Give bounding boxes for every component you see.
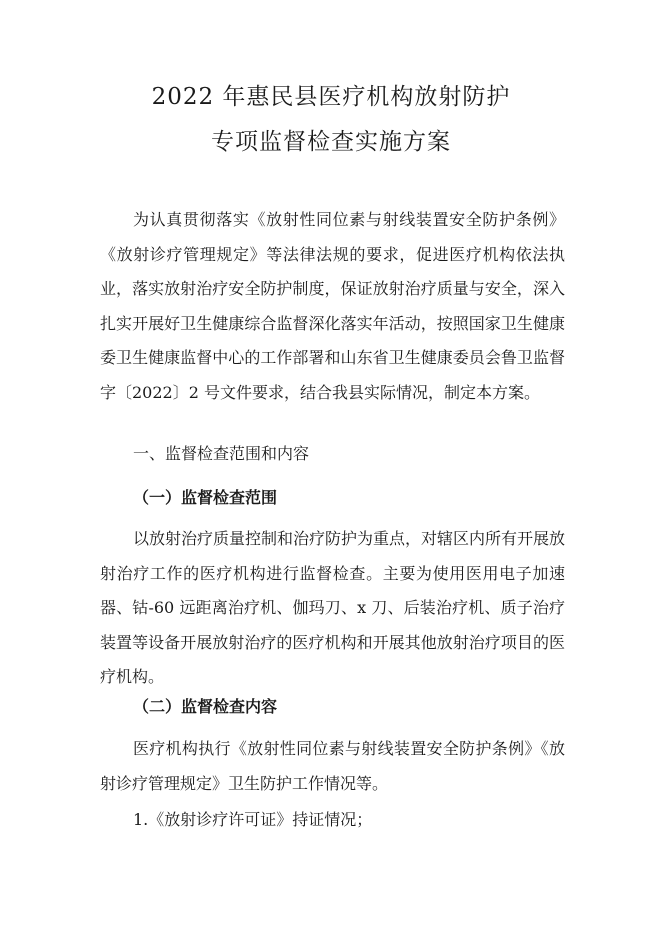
section-1-heading: 一、监督检查范围和内容: [133, 444, 310, 463]
document-title-line-1: 2022 年惠民县医疗机构放射防护: [151, 84, 511, 110]
subsection-1-heading: （一）监督检查范围: [133, 488, 278, 507]
subsection-2-heading: （二）监督检查内容: [133, 697, 278, 716]
subsection-1-body: 以放射治疗质量控制和治疗防护为重点，对辖区内所有开展放射治疗工作的医疗机构进行监督检查。主要为使用医用电子加速器、钴-60 远距离治疗机、伽玛刀、x 刀、后装治疗机、质子治疗装置等设备开展放射治疗的医疗机构和开展其他放射治疗项目的医疗机构。: [100, 529, 566, 686]
intro-paragraph: 为认真贯彻落实《放射性同位素与射线装置安全防护条例》《放射诊疗管理规定》等法律法规的要求，促进医疗机构依法执业，落实放射治疗安全防护制度，保证放射治疗质量与安全，深入扎实开展好卫生健康综合监督深化落实年活动，按照国家卫生健康委卫生健康监督中心的工作部署和山东省卫生健康委员会鲁卫监督字〔2022〕2 号文件要求，结合我县实际情况，制定本方案。: [100, 210, 565, 402]
subsection-2-body: 医疗机构执行《放射性同位素与射线装置安全防护条例》《放射诊疗管理规定》卫生防护工作情况等。: [100, 739, 565, 793]
document-title-line-2: 专项监督检查实施方案: [211, 129, 451, 155]
list-item-1: 1.《放射诊疗许可证》持证情况；: [133, 810, 373, 829]
